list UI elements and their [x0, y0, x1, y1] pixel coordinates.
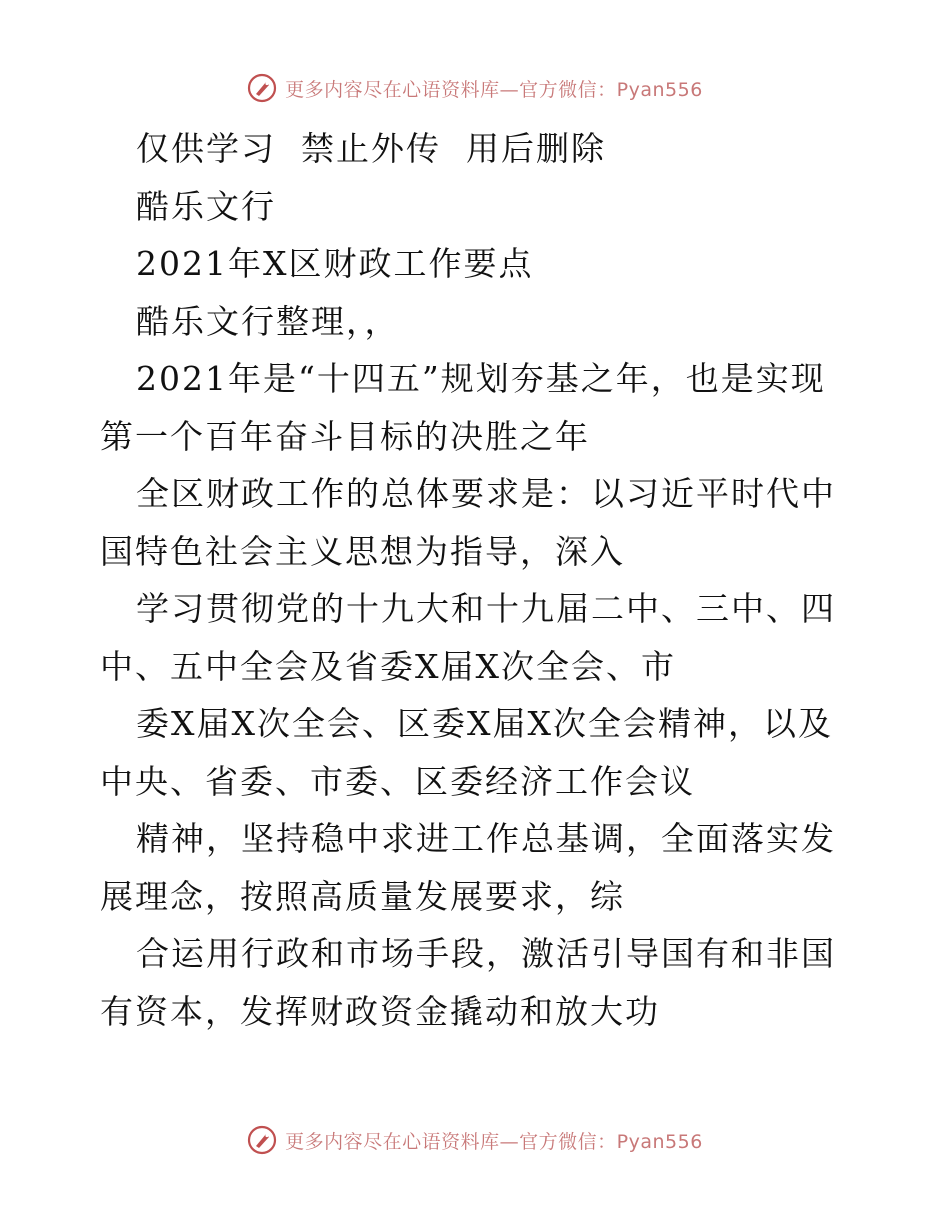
paragraph-body: 合运用行政和市场手段，激活引导国有和非国有资本，发挥财政资金撬动和放大功: [100, 934, 836, 1031]
paragraph-body: 全区财政工作的总体要求是：以习近平时代中国特色社会主义思想为指导，深入: [100, 474, 836, 571]
pen-nib-logo-icon: [247, 1125, 277, 1155]
wechat-id: Pyan556: [616, 78, 703, 101]
document-body: [100, 120, 860, 1040]
paragraph-author: 酷乐文行: [136, 186, 276, 226]
paragraph-body: 学习贯彻党的十九大和十九届二中、三中、四中、五中全会及省委X届X次全会、市: [100, 589, 836, 686]
footer-watermark: [0, 1120, 950, 1160]
paragraph-compiled-by: 酷乐文行整理，，: [136, 301, 400, 341]
watermark-text: 更多内容尽在心语资料库—官方微信：Pyan556: [285, 78, 703, 101]
watermark-text: 更多内容尽在心语资料库—官方微信：Pyan556: [285, 1130, 703, 1153]
wechat-id: Pyan556: [616, 1130, 703, 1153]
pen-nib-logo-icon: [247, 73, 277, 103]
paragraph-body: 2021年是“十四五”规划夯基之年，也是实现第一个百年奋斗目标的决胜之年: [100, 359, 826, 456]
paragraph-body: 精神，坚持稳中求进工作总基调，全面落实发展理念，按照高质量发展要求，综: [100, 819, 836, 916]
header-watermark: [0, 68, 950, 108]
paragraph-body: 委X届X次全会、区委X届X次全会精神，以及中央、省委、市委、区委经济工作会议: [100, 704, 833, 801]
document-title: 2021年X区财政工作要点: [136, 244, 534, 283]
paragraph-disclaimer: 仅供学习 禁止外传 用后删除: [136, 129, 606, 168]
